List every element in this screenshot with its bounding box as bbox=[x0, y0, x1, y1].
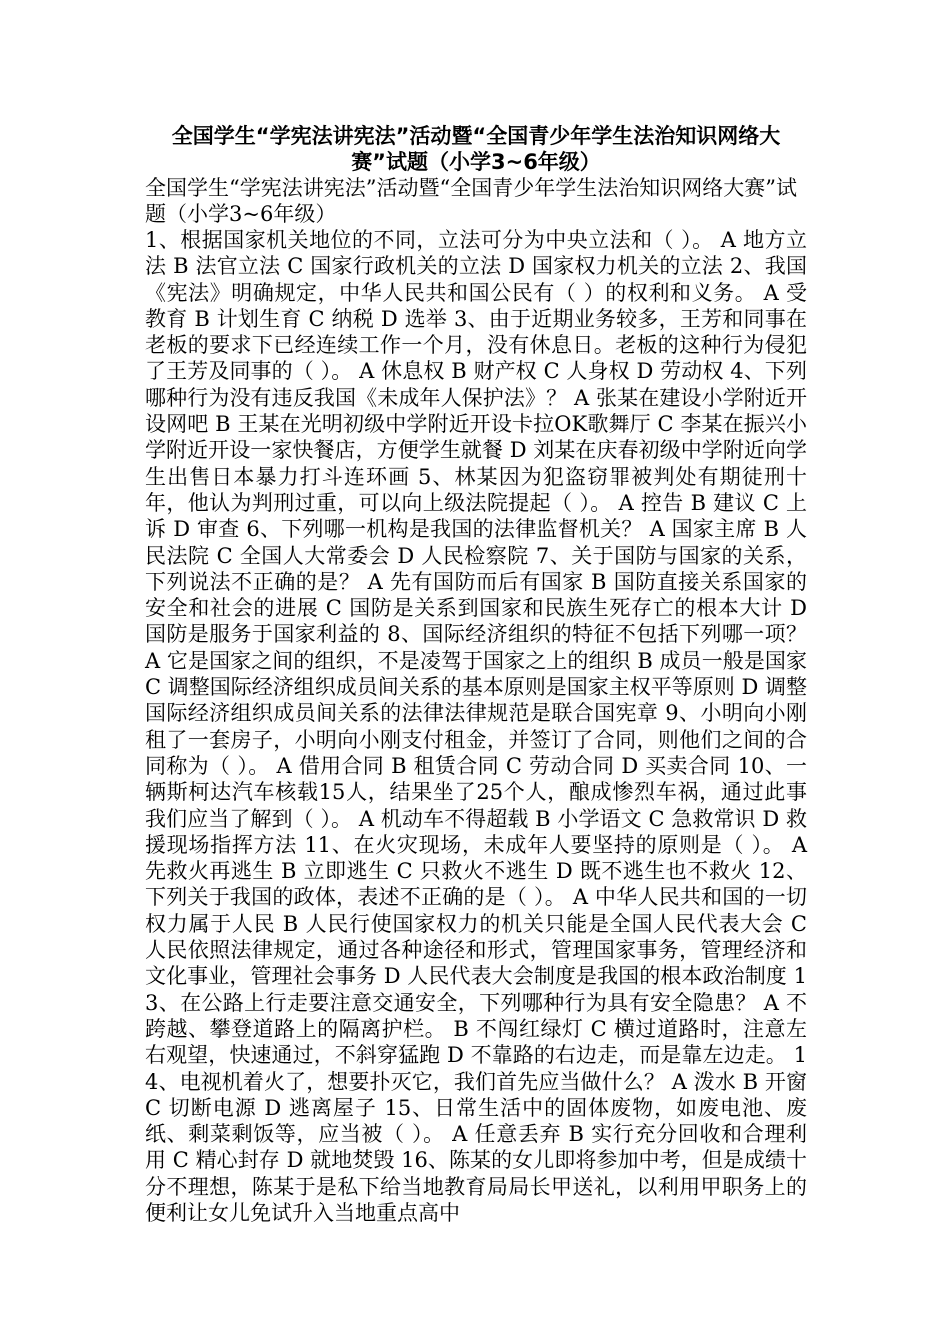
document-content bbox=[145, 123, 807, 1226]
document-subtitle: 全国学生“学宪法讲宪法”活动暨“全国青少年学生法治知识网络大赛”试题（小学3~6年级） bbox=[145, 176, 797, 226]
document-title: 全国学生“学宪法讲宪法”活动暨“全国青少年学生法治知识网络大赛”试题（小学3~6年级） bbox=[171, 124, 781, 174]
document-body-text: 1、根据国家机关地位的不同，立法可分为中央立法和（ ）。 A 地方立法 B 法官立法 C 国家行政机关的立法 D 国家权力机关的立法 2、我国《宪法》明确规定，中华人民共和国公民有（ ）的权利和义务。 A 受教育 B 计划生育 C 纳税 D 选举 3、由于近期业务较多，王芳和同事在老板的要求下已经连续工作一个月，没有休息日。老板的这种行为侵犯了王芳及同事的（ ）。 A 休息权 B 财产权 C 人身权 D 劳动权 4、下列哪种行为没有违反我国《未成年人保护法》？ A 张某在建设小学附近开设网吧 B 王某在光明初级中学附近开设卡拉OK歌舞厅 C 李某在振兴小学附近开设一家快餐店，方便学生就餐 D 刘某在庆春初级中学附近向学生出售日本暴力打斗连环画 5、林某因为犯盗窃罪被判处有期徒刑十年，他认为判刑过重，可以向上级法院提起（ ）。 A 控告 B 建议 C 上诉 D 审查 6、下列哪一机构是我国的法律监督机关？ A 国家主席 B 人民法院 C 全国人大常委会 D 人民检察院 7、关于国防与国家的关系，下列说法不正确的是？ A 先有国防而后有国家 B 国防直接关系国家的安全和社会的进展 C 国防是关系到国家和民族生死存亡的根本大计 D 国防是服务于国家利益的 8、国际经济组织的特征不包括下列哪一项？ A 它是国家之间的组织，不是凌驾于国家之上的组织 B 成员一般是国家 C 调整国际经济组织成员间关系的基本原则是国家主权平等原则 D 调整国际经济组织成员间关系的法律法律规范是联合国宪章 9、小明向小刚租了一套房子，小明向小刚支付租金，并签订了合同，则他们之间的合同称为（ ）。 A 借用合同 B 租赁合同 C 劳动合同 D 买卖合同 10、一辆斯柯达汽车核载15人，结果坐了25个人，酿成惨烈车祸，通过此事我们应当了解到（ ）。 A 机动车不得超载 B 小学语文 C 急救常识 D 救援现场指挥方法 11、在火灾现场，未成年人要坚持的原则是（ ）。 A 先救火再逃生 B 立即逃生 C 只救火不逃生 D 既不逃生也不救火 12、下列关于我国的政体，表述不正确的是（ ）。 A 中华人民共和国的一切权力属于人民 B 人民行使国家权力的机关只能是全国人民代表大会 C 人民依照法律规定，通过各种途径和形式，管理国家事务，管理经济和文化事业，管理社会事务 D 人民代表大会制度是我国的根本政治制度 13、在公路上行走要注意交通安全，下列哪种行为具有安全隐患？ A 不跨越、攀登道路上的隔离护栏。 B 不闯红绿灯 C 横过道路时，注意左右观望，快速通过，不斜穿猛跑 D 不靠路的右边走，而是靠左边走。 14、电视机着火了，想要扑灭它，我们首先应当做什么？ A 泼水 B 开窗 C 切断电源 D 逃离屋子 15、日常生活中的固体废物，如废电池、废纸、剩菜剩饭等，应当被（ ）。 A 任意丢弃 B 实行充分回收和合理利用 C 精心封存 D 就地焚毁 16、陈某的女儿即将参加中考，但是成绩十分不理想，陈某于是私下给当地教育局局长甲送礼，以利用甲职务上的便利让女儿免试升入当地重点高中 bbox=[145, 228, 807, 1225]
